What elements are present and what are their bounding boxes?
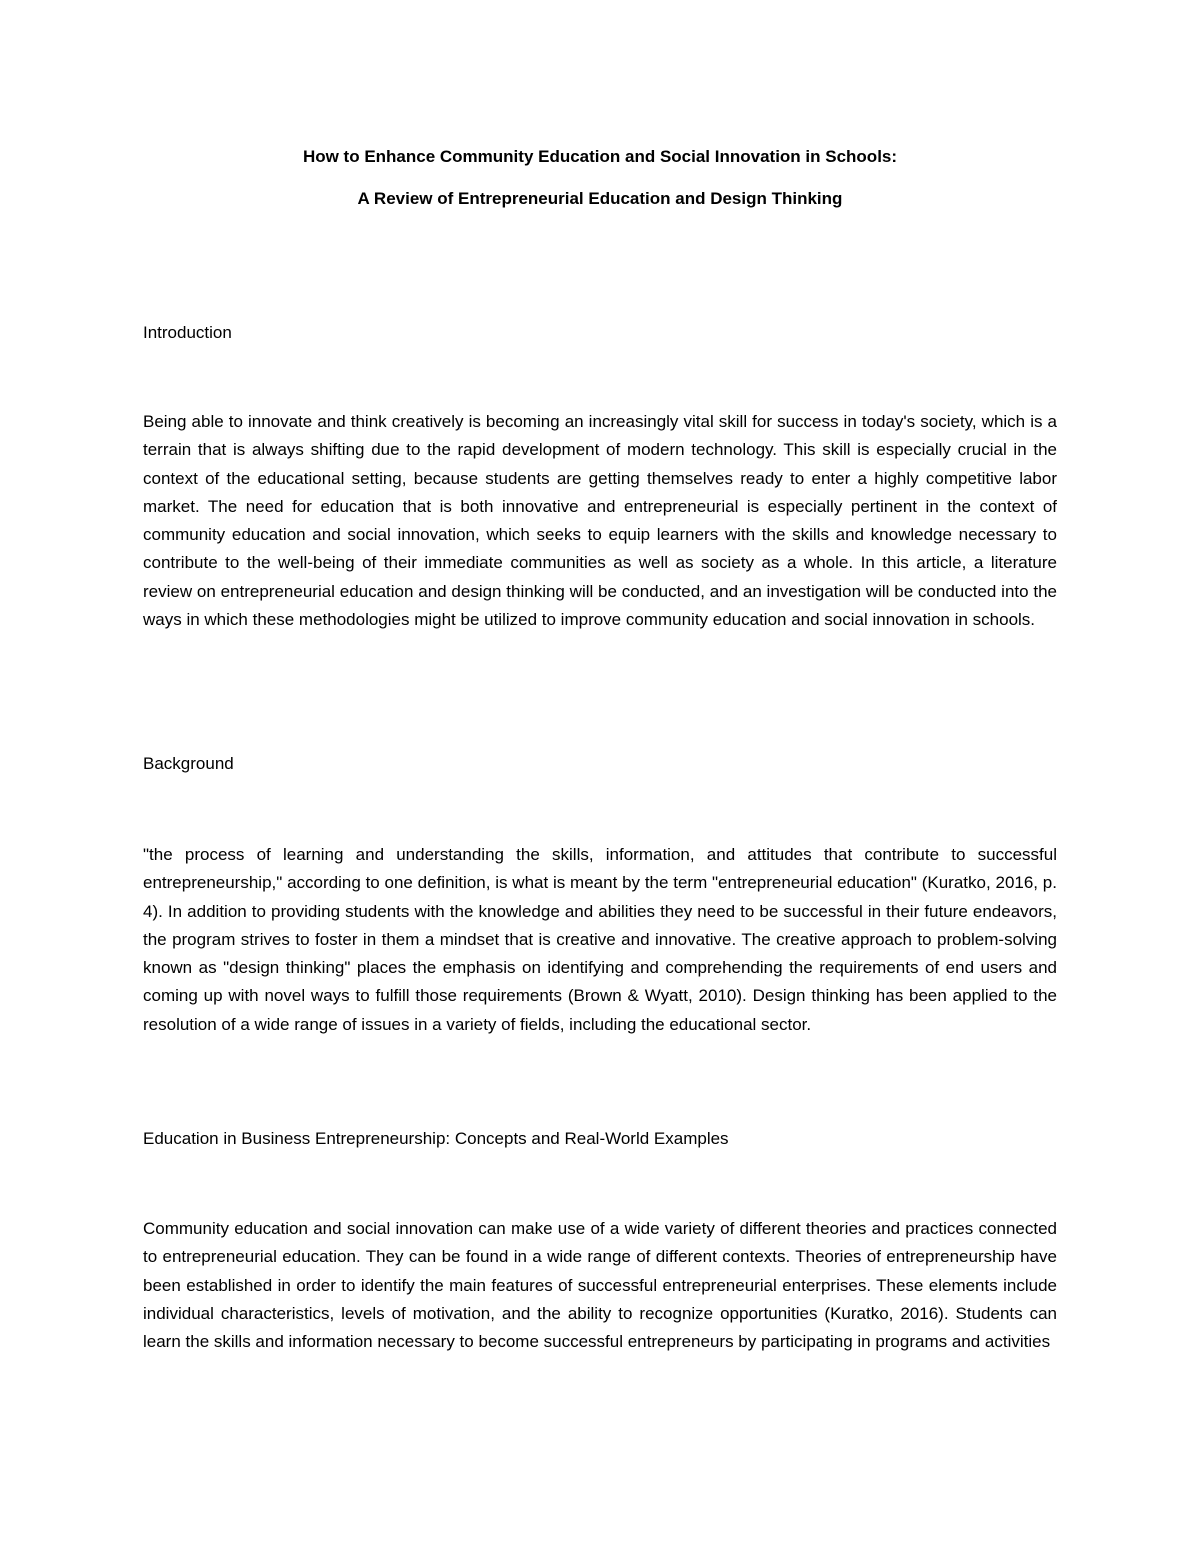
document-subtitle: A Review of Entrepreneurial Education and Design Thinking: [357, 189, 843, 208]
section-paragraph-background: "the process of learning and understanding the skills, information, and attitudes that contribute to successful entrepreneurship," according to one definition, is what is meant by the term "entrepreneurial education" (Kuratko, 2016, p. 4). In addition to providing students with the knowledge and abilities they need to be successful in their future endeavors, the program strives to foster in them a mindset that is creative and innovative. The creative approach to problem-solving known as "design thinking" places the emphasis on identifying and comprehending the requirements of end users and coming up with novel ways to fulfill those requirements (Brown & Wyatt, 2010). Design thinking has been applied to the resolution of a wide range of issues in a variety of fields, including the educational sector.: [143, 845, 1057, 1034]
section-heading-background: Background: [143, 754, 234, 773]
section-heading-business-entrepreneurship: Education in Business Entrepreneurship: Concepts and Real-World Examples: [143, 1129, 729, 1148]
section-paragraph-business-entrepreneurship: Community education and social innovation can make use of a wide variety of different theories and practices connected to entrepreneurial education. They can be found in a wide range of different contexts. Theories of entrepreneurship have been established in order to identify the main features of successful entrepreneurial enterprises. These elements include individual characteristics, levels of motivation, and the ability to recognize opportunities (Kuratko, 2016). Students can learn the skills and information necessary to become successful entrepreneurs by participating in programs and activities: [143, 1219, 1057, 1352]
section-heading-introduction: Introduction: [143, 323, 232, 342]
section-paragraph-introduction: Being able to innovate and think creatively is becoming an increasingly vital skill for success in today's society, which is a terrain that is always shifting due to the rapid development of modern technology. This skill is especially crucial in the context of the educational setting, because students are getting themselves ready to enter a highly competitive labor market. The need for education that is both innovative and entrepreneurial is especially pertinent in the context of community education and social innovation, which seeks to equip learners with the skills and knowledge necessary to contribute to the well-being of their immediate communities as well as society as a whole. In this article, a literature review on entrepreneurial education and design thinking will be conducted, and an investigation will be conducted into the ways in which these methodologies might be utilized to improve community education and social innovation in schools.: [143, 412, 1057, 630]
document-title: How to Enhance Community Education and Social Innovation in Schools:: [302, 147, 898, 166]
